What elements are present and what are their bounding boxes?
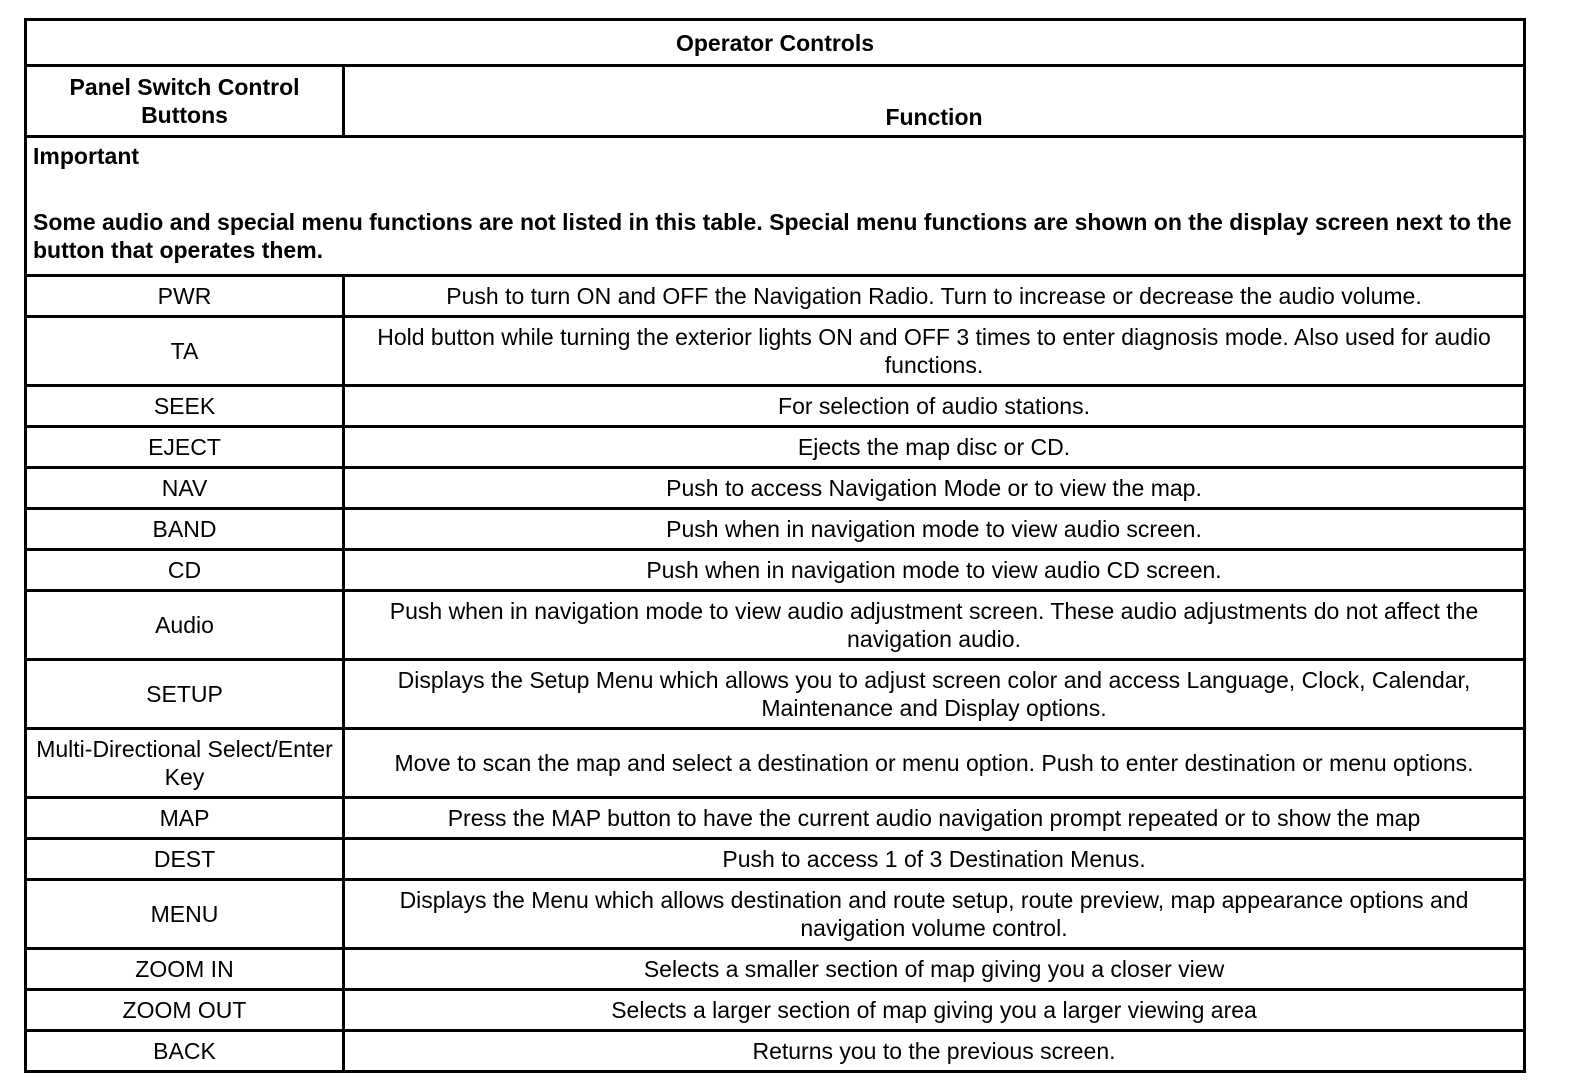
- control-cell: NAV: [26, 468, 344, 509]
- column-header-function: Function: [344, 66, 1525, 137]
- table-row: [26, 468, 1525, 509]
- table-row: [26, 509, 1525, 550]
- table-row: [26, 949, 1525, 990]
- table-row: [26, 427, 1525, 468]
- function-cell: Push when in navigation mode to view audio adjustment screen. These audio adjustments do not affect the navigation audio.: [344, 591, 1525, 660]
- table-title-row: [26, 20, 1525, 66]
- table-row: [26, 798, 1525, 839]
- table-row: [26, 729, 1525, 798]
- table-row: [26, 317, 1525, 386]
- control-cell: ZOOM OUT: [26, 990, 344, 1031]
- function-cell: Press the MAP button to have the current audio navigation prompt repeated or to show the map: [344, 798, 1525, 839]
- table-row: [26, 386, 1525, 427]
- control-cell: SEEK: [26, 386, 344, 427]
- table-title: Operator Controls: [26, 20, 1525, 66]
- function-cell: Selects a smaller section of map giving you a closer view: [344, 949, 1525, 990]
- table-row: [26, 550, 1525, 591]
- control-cell: CD: [26, 550, 344, 591]
- function-cell: Displays the Setup Menu which allows you to adjust screen color and access Language, Clock, Calendar, Maintenance and Display options.: [344, 660, 1525, 729]
- table-row: [26, 839, 1525, 880]
- note-text: Some audio and special menu functions are not listed in this table. Special menu functions are shown on the display screen next to the button that operates them.: [33, 209, 1512, 263]
- function-cell: Move to scan the map and select a destination or menu option. Push to enter destination or menu options.: [344, 729, 1525, 798]
- table-header-row: [26, 66, 1525, 137]
- control-cell: TA: [26, 317, 344, 386]
- control-cell: Audio: [26, 591, 344, 660]
- control-cell: EJECT: [26, 427, 344, 468]
- function-cell: Push to access Navigation Mode or to view the map.: [344, 468, 1525, 509]
- control-cell: SETUP: [26, 660, 344, 729]
- function-cell: Push when in navigation mode to view audio CD screen.: [344, 550, 1525, 591]
- table-row: [26, 660, 1525, 729]
- control-cell: BAND: [26, 509, 344, 550]
- table-row: [26, 276, 1525, 317]
- function-cell: Push to access 1 of 3 Destination Menus.: [344, 839, 1525, 880]
- table-row: [26, 990, 1525, 1031]
- control-cell: ZOOM IN: [26, 949, 344, 990]
- table-row: [26, 880, 1525, 949]
- control-cell: MENU: [26, 880, 344, 949]
- function-cell: For selection of audio stations.: [344, 386, 1525, 427]
- function-cell: Selects a larger section of map giving you a larger viewing area: [344, 990, 1525, 1031]
- function-cell: Push when in navigation mode to view audio screen.: [344, 509, 1525, 550]
- control-cell: DEST: [26, 839, 344, 880]
- function-cell: Push to turn ON and OFF the Navigation Radio. Turn to increase or decrease the audio volume.: [344, 276, 1525, 317]
- function-cell: Returns you to the previous screen.: [344, 1031, 1525, 1072]
- control-cell: MAP: [26, 798, 344, 839]
- operator-controls-table: [24, 18, 1526, 1073]
- important-note-row: [26, 137, 1525, 276]
- control-cell: BACK: [26, 1031, 344, 1072]
- function-cell: Displays the Menu which allows destination and route setup, route preview, map appearance options and navigation volume control.: [344, 880, 1525, 949]
- table-row: [26, 591, 1525, 660]
- function-cell: Hold button while turning the exterior lights ON and OFF 3 times to enter diagnosis mode. Also used for audio functions.: [344, 317, 1525, 386]
- control-cell: PWR: [26, 276, 344, 317]
- table-row: [26, 1031, 1525, 1072]
- function-cell: Ejects the map disc or CD.: [344, 427, 1525, 468]
- important-note: [26, 137, 1525, 276]
- column-header-control: Panel Switch Control Buttons: [26, 66, 344, 137]
- control-cell: Multi-Directional Select/Enter Key: [26, 729, 344, 798]
- note-heading: Important: [33, 143, 140, 169]
